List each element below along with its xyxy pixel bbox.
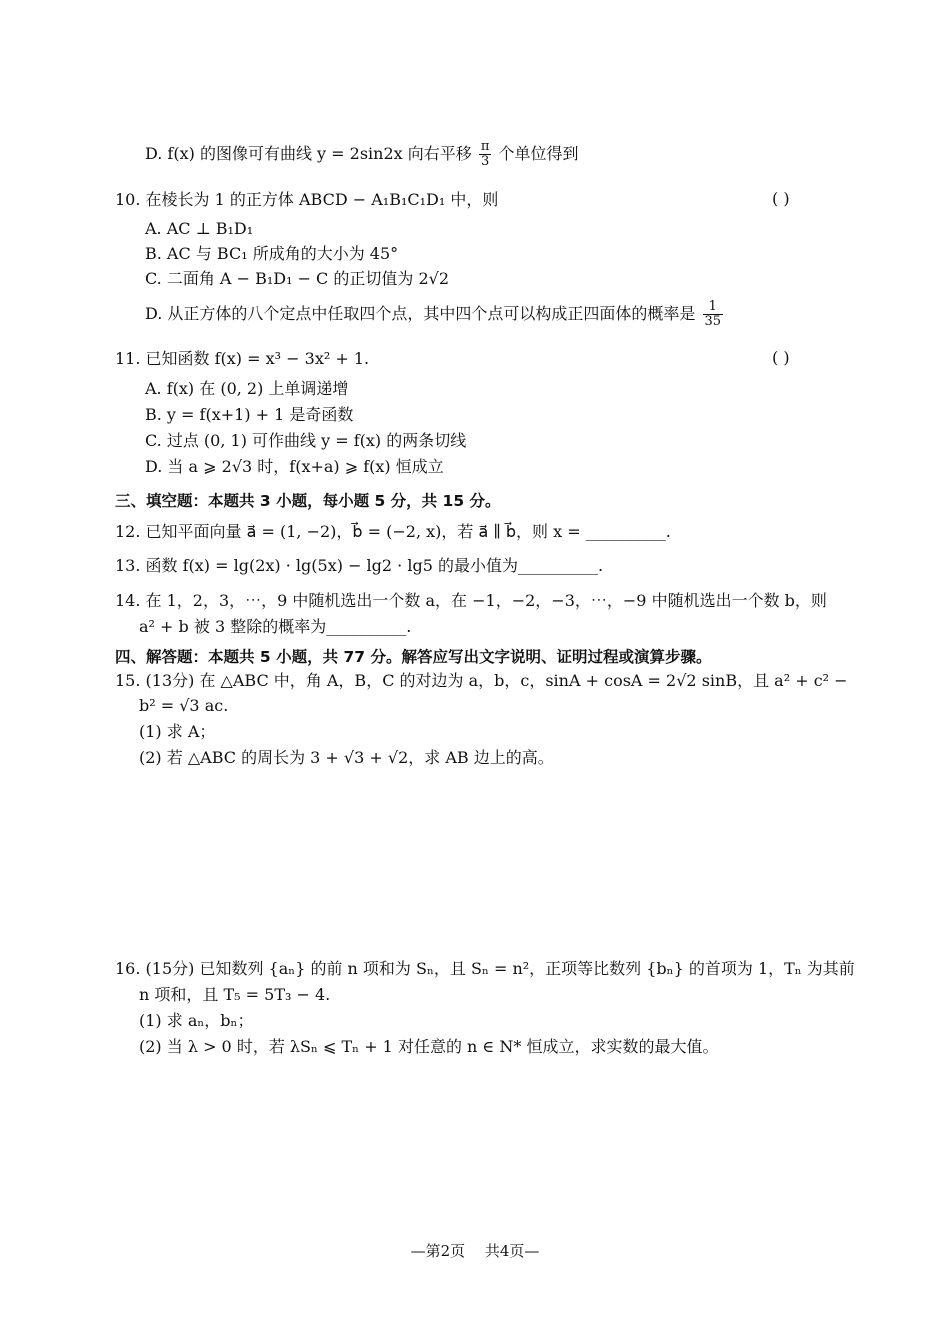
q10-stem: 10. 在棱长为 1 的正方体 ABCD − A₁B₁C₁D₁ 中，则 [115, 190, 499, 209]
q15-line1: 15. (13分) 在 △ABC 中，角 A，B，C 的对边为 a，b，c，sinA + cosA = 2√2 sinB，且 a² + c² − [115, 671, 848, 690]
q16-part1: (1) 求 aₙ，bₙ； [139, 1011, 254, 1030]
q15-line2: b² = √3 ac. [139, 696, 229, 715]
q15-part2: (2) 若 △ABC 的周长为 3 + √3 + √2，求 AB 边上的高。 [139, 748, 554, 767]
q10-option-d-fraction [703, 300, 724, 329]
q11-option-c: C. 过点 (0, 1) 可作曲线 y = f(x) 的两条切线 [145, 431, 467, 450]
q16-part2: (2) 当 λ > 0 时，若 λSₙ ⩽ Tₙ + 1 对任意的 n ∈ N* 恒成立，求实数的最大值。 [139, 1037, 719, 1056]
q11-option-d: D. 当 a ⩾ 2√3 时，f(x+a) ⩾ f(x) 恒成立 [145, 457, 444, 476]
q9-fraction-numerator: π [480, 139, 490, 154]
q11-answer-blank: ( ) [772, 348, 790, 367]
q14-line1: 14. 在 1，2，3，⋯，9 中随机选出一个数 a，在 −1，−2，−3，⋯，−9 中随机选出一个数 b，则 [115, 591, 827, 610]
q11-stem: 11. 已知函数 f(x) = x³ − 3x² + 1. [115, 349, 370, 368]
q15-part1: (1) 求 A； [139, 722, 216, 741]
section-heading-fill-in: 三、填空题：本题共 3 小题，每小题 5 分，共 15 分。 [115, 492, 501, 510]
q14-line2: a² + b 被 3 整除的概率为__________. [139, 617, 412, 636]
section-heading-solutions: 四、解答题：本题共 5 小题，共 77 分。解答应写出文字说明、证明过程或演算步骤。 [115, 648, 712, 666]
q10-option-b: B. AC 与 BC₁ 所成角的大小为 45° [145, 244, 399, 263]
q16-line1: 16. (15分) 已知数列 {aₙ} 的前 n 项和为 Sₙ，且 Sₙ = n²，正项等比数列 {bₙ} 的首项为 1，Tₙ 为其前 [115, 959, 855, 978]
q11-option-b: B. y = f(x+1) + 1 是奇函数 [145, 405, 354, 424]
page-footer: —第2页 共4页— [410, 1242, 540, 1260]
q10-option-c: C. 二面角 A − B₁D₁ − C 的正切值为 2√2 [145, 269, 450, 288]
q9-option-d-tail: 个单位得到 [498, 144, 579, 163]
q10-fraction-numerator: 1 [703, 300, 724, 315]
q10-option-d-text: D. 从正方体的八个定点中任取四个点，其中四个点可以构成正四面体的概率是 [145, 304, 696, 323]
q13: 13. 函数 f(x) = lg(2x) · lg(5x) − lg2 · lg5 的最小值为__________. [115, 556, 604, 575]
q11-option-a: A. f(x) 在 (0, 2) 上单调递增 [145, 379, 349, 398]
q12: 12. 已知平面向量 a⃗ = (1, −2)，b⃗ = (−2, x)，若 a⃗ ∥ b⃗，则 x = __________. [115, 522, 671, 541]
q9-option-d-text: D. f(x) 的图像可有曲线 y = 2sin2x 向右平移 [145, 144, 472, 163]
q9-option-d [145, 140, 579, 169]
q10-option-d [145, 300, 725, 329]
q16-line2: n 项和，且 T₅ = 5T₃ − 4. [139, 985, 331, 1004]
q9-option-d-fraction [479, 140, 492, 169]
q10-fraction-denominator: 35 [704, 314, 722, 329]
q10-answer-blank: ( ) [772, 189, 790, 208]
q9-fraction-denominator: 3 [480, 154, 490, 169]
q10-option-a: A. AC ⊥ B₁D₁ [145, 219, 254, 238]
